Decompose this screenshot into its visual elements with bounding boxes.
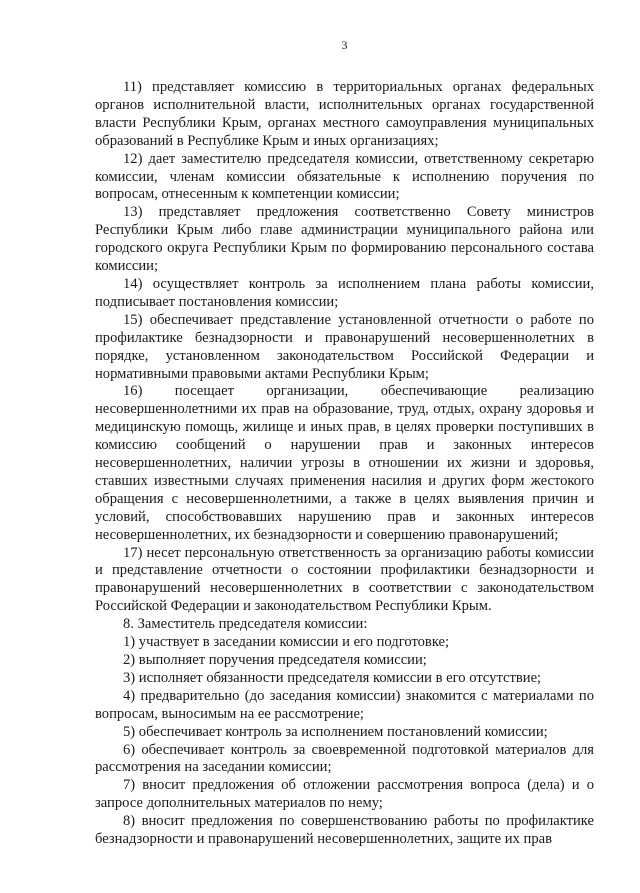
paragraph-item-13: 13) представляет предложения соответственно Совету министров Республики Крым либо главе администрации муниципального района или городского округа Республики Крым по формированию персонального состава комиссии;	[95, 204, 594, 275]
paragraph-item-11: 11) представляет комиссию в территориальных органах федеральных органов исполнительной власти, исполнительных органах государственной власти Республики Крым, органах местного самоуправления муниципальных образований в Республике Крым и иных организациях;	[95, 79, 594, 149]
deputy-duty-2: 2) выполняет поручения председателя комиссии;	[123, 652, 427, 668]
paragraph-item-16: 16) посещает организации, обеспечивающие реализацию несовершеннолетними их прав на образование, труд, отдых, охрану здоровья и медицинскую помощь, жилище и иных прав, в целях проверки поступивших в комиссию сообщений о нарушении прав и законных интересов несовершеннолетних, наличии угрозы в отношении их жизни и здоровья, ставших известными случаях применения насилия и других форм жестокого обращения с несовершеннолетними, а также в целях выявления причин и условий, способствовавших нарушению прав и законных интересов несовершеннолетних, их безнадзорности и совершению правонарушений;	[95, 383, 594, 543]
paragraph-item-14: 14) осуществляет контроль за исполнением плана работы комиссии, подписывает постановления комиссии;	[95, 275, 594, 310]
paragraph-item-17: 17) несет персональную ответственность за организацию работы комиссии и представление отчетности о состоянии профилактики безнадзорности и правонарушений несовершеннолетних в соответствии с законодательством Российской Федерации и законодательством Республики Крым.	[95, 544, 594, 615]
deputy-duty-1: 1) участвует в заседании комиссии и его подготовке;	[123, 634, 450, 651]
deputy-duty-3: 3) исполняет обязанности председателя комиссии в его отсутствие;	[123, 669, 542, 686]
deputy-duty-8: 8) вносит предложения по совершенствованию работы по профилактике безнадзорности и правонарушений несовершеннолетних, защите их прав	[95, 813, 594, 848]
section-heading-deputy-chair: 8. Заместитель председателя комиссии:	[123, 616, 368, 633]
document-body	[95, 79, 594, 849]
deputy-duty-4: 4) предварительно (до заседания комиссии) знакомится с материалами по вопросам, выносимым на ее рассмотрение;	[95, 687, 594, 722]
deputy-duty-5: 5) обеспечивает контроль за исполнением постановлений комиссии;	[123, 723, 548, 740]
page-number: 3	[341, 38, 348, 52]
deputy-duty-6: 6) обеспечивает контроль за своевременной подготовкой материалов для рассмотрения на заседании комиссии;	[95, 741, 594, 776]
paragraph-item-12: 12) дает заместителю председателя комиссии, ответственному секретарю комиссии, членам комиссии обязательные к исполнению поручения по вопросам, отнесенным к компетенции комиссии;	[95, 150, 594, 203]
deputy-duty-7: 7) вносит предложения об отложении рассмотрения вопроса (дела) и о запросе дополнительных материалов по нему;	[95, 777, 594, 812]
paragraph-item-15: 15) обеспечивает представление установленной отчетности о работе по профилактике безнадзорности и правонарушений несовершеннолетних в порядке, установленном законодательством Российской Федерации и нормативными правовыми актами Республики Крым;	[95, 311, 594, 382]
